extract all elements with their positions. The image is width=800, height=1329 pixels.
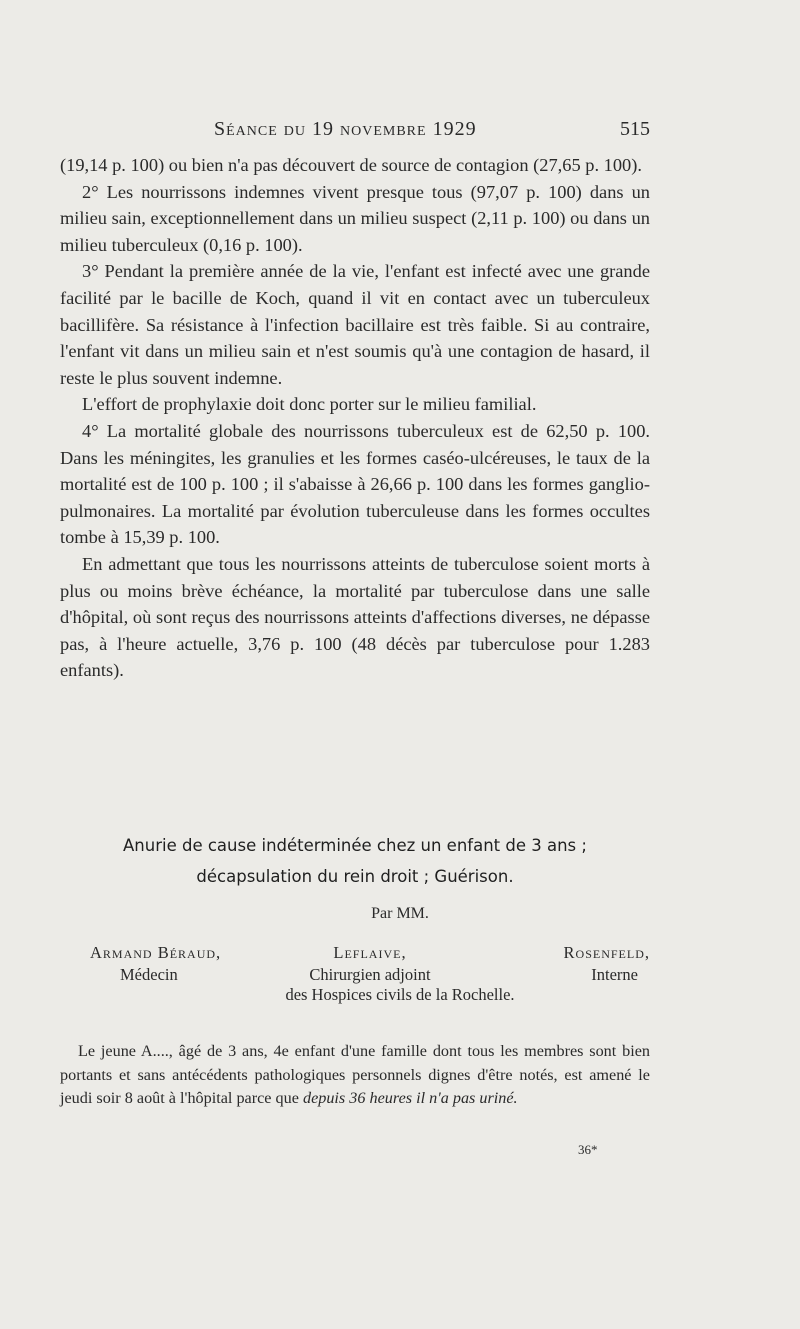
author-role: Interne — [591, 965, 638, 984]
author-name: Rosenfeld, — [563, 943, 650, 962]
author-name: Leflaive, — [333, 943, 407, 962]
case-intro: Le jeune A...., âgé de 3 ans, 4e enfant d'une famille dont tous les membres sont bien portants et sans antécédents pathologiques personnels dignes d'être notés, est amené le jeudi soir 8 août à l'hôpital parce que — [60, 1042, 650, 1108]
author-2 — [270, 942, 470, 986]
paragraph: En admettant que tous les nourrissons atteints de tuberculose soient morts à plus ou moins brève échéance, la mortalité par tuberculose dans une salle d'hôpital, où sont reçus des nourrissons atteints d'affections diverses, ne dépasse pas, à l'heure actuelle, 3,76 p. 100 (48 décès par tuberculose pour 1.283 enfants). — [60, 553, 650, 681]
paragraph: 3° Pendant la première année de la vie, l'enfant est infecté avec une grande facilité par le bacille de Koch, quand il vit en contact avec un tuberculeux bacillifère. Sa résistance à l'infection bacillaire est très faible. Si au contraire, l'enfant vit dans un milieu sain et n'est soumis qu'à une contagion de hasard, il reste le plus souvent indemne. — [60, 261, 650, 388]
author-name: Armand Béraud, — [90, 943, 222, 962]
paragraph: (19,14 p. 100) ou bien n'a pas découvert de source de contagion (27,65 p. 100). — [60, 155, 642, 175]
paragraph: 4° La mortalité globale des nourrissons tuberculeux est de 62,50 p. 100. Dans les méningites, les granulies et les formes caséo-ulcéreuses, le taux de la mortalité est de 100 p. 100 ; il s'abaisse à 26,66 p. 100 dans les formes ganglio-pulmonaires. La mortalité par évolution tuberculeuse dans les formes occultes tombe à 15,39 p. 100. — [60, 420, 650, 548]
paragraph: L'effort de prophylaxie doit donc porter sur le milieu familial. — [82, 394, 537, 415]
title-line-1: Anurie de cause indéterminée chez un enfant de 3 ans ; — [123, 836, 587, 855]
article-title — [60, 830, 650, 892]
case-italic: depuis 36 heures il n'a pas uriné. — [302, 1089, 518, 1108]
running-head: Séance du 19 novembre 1929 — [214, 118, 477, 140]
paragraph: 2° Les nourrissons indemnes vivent presque tous (97,07 p. 100) dans un milieu sain, exceptionnellement dans un milieu suspect (2,11 p. 100) ou dans un milieu tuberculeux (0,16 p. 100). — [60, 181, 650, 255]
author-3 — [450, 942, 650, 986]
case-paragraph — [60, 1040, 650, 1111]
title-line-2: décapsulation du rein droit ; Guérison. — [196, 867, 514, 886]
byline: Par MM. — [371, 905, 429, 922]
author-role: Médecin — [120, 965, 178, 984]
author-role: Chirurgien adjoint — [309, 965, 431, 984]
case-report — [60, 1040, 650, 1111]
body-text — [60, 152, 650, 684]
author-1 — [90, 942, 290, 986]
signature-mark: 36* — [578, 1142, 598, 1157]
affiliation: des Hospices civils de la Rochelle. — [285, 985, 515, 1004]
page-number: 515 — [620, 118, 650, 140]
